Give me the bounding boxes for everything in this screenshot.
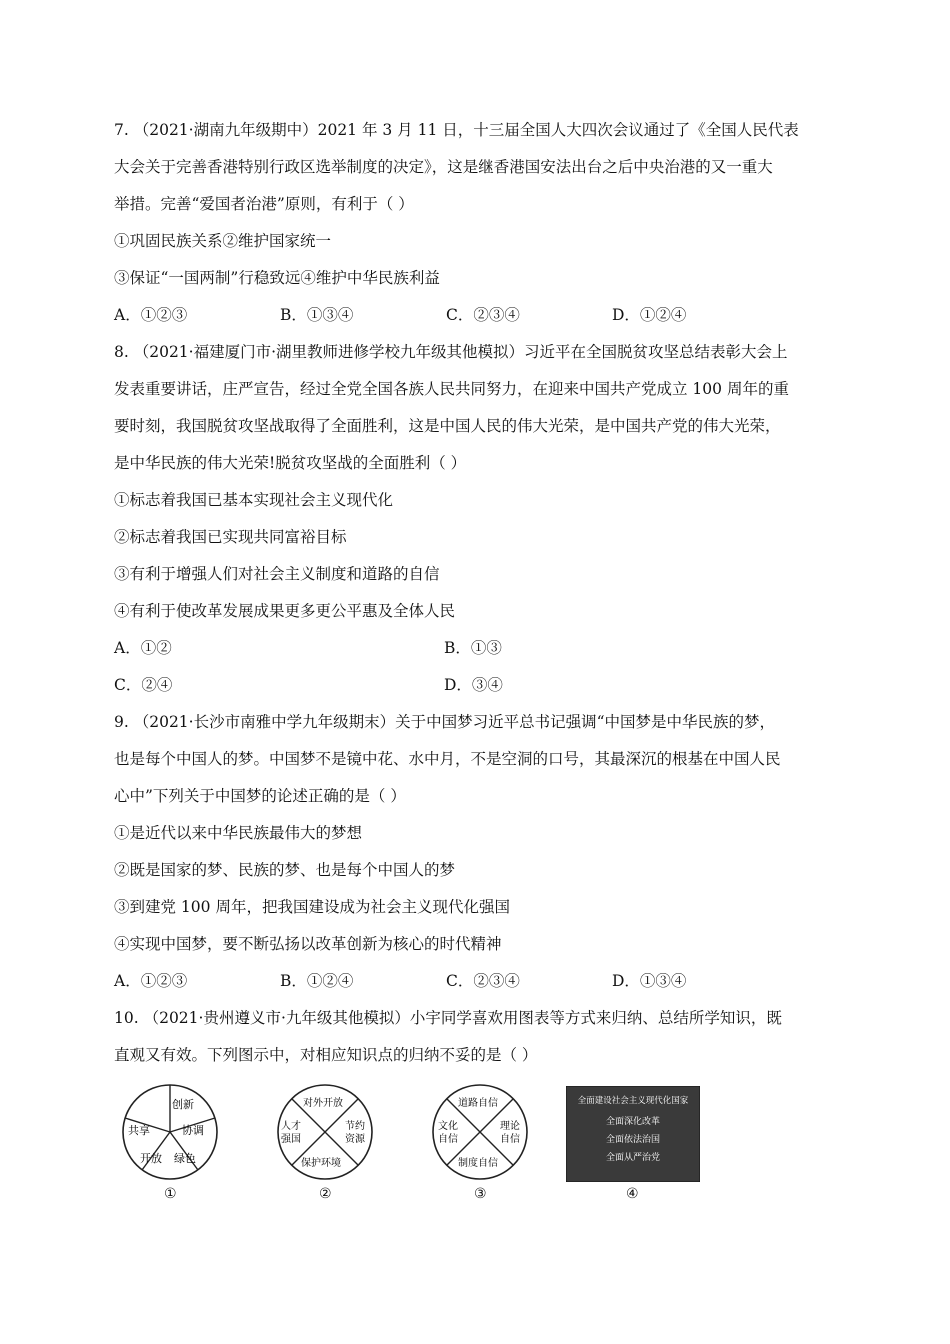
statement-item: ③有利于增强人们对社会主义制度和道路的自信 — [114, 565, 440, 583]
fig3-label: 理论 — [500, 1121, 520, 1132]
question-7 — [114, 112, 839, 334]
option-c[interactable]: C．②③④ — [446, 306, 520, 324]
question-list — [114, 112, 839, 1074]
fig3-label: 自信 — [500, 1134, 520, 1145]
fig4-label: 全面建设社会主义现代化国家 — [577, 1096, 689, 1106]
figure-1 — [114, 1082, 226, 1202]
figure-2-circle — [269, 1082, 381, 1182]
statement-item: ②既是国家的梦、民族的梦、也是每个中国人的梦 — [114, 861, 456, 879]
question-stem-line: 7. （2021·湖南九年级期中）2021 年 3 月 11 日，十三届全国人大四次会议通过了《全国人民代表 — [114, 121, 799, 139]
option-d[interactable]: D．①③④ — [612, 972, 687, 990]
answer-options — [114, 630, 839, 667]
statement-item: ③保证“一国两制”行稳致远④维护中华民族利益 — [114, 269, 440, 287]
fig4-label: 全面从严治党 — [605, 1153, 661, 1163]
option-d[interactable]: D．③④ — [444, 676, 503, 694]
question-stem-line: 大会关于完善香港特别行政区选举制度的决定》，这是继香港国安法出台之后中央治港的又一重大 — [114, 158, 773, 176]
fig2-label: 对外开放 — [303, 1098, 343, 1109]
question-stem-line: 直观又有效。下列图示中，对相应知识点的归纳不妥的是（ ） — [114, 1046, 538, 1064]
statement-item: ③到建党 100 周年，把我国建设成为社会主义现代化强国 — [114, 898, 510, 916]
question-stem-line: 9. （2021·长沙市南雅中学九年级期末）关于中国梦习近平总书记强调“中国梦是中华民族的梦， — [114, 713, 776, 731]
figure-4-box — [566, 1086, 700, 1182]
option-d[interactable]: D．①②④ — [612, 306, 687, 324]
figure-1-circle — [114, 1082, 226, 1182]
question-stem-line: 8. （2021·福建厦门市·湖里教师进修学校九年级其他模拟）习近平在全国脱贫攻坚总结表彰大会上 — [114, 343, 788, 361]
fig2-label: 资源 — [345, 1134, 365, 1145]
statement-item: ①是近代以来中华民族最伟大的梦想 — [114, 824, 363, 842]
statement-item: ④有利于使改革发展成果更多更公平惠及全体人民 — [114, 602, 456, 620]
question-10 — [114, 1000, 839, 1074]
fig2-label: 保护环境 — [301, 1158, 341, 1169]
figure-number: ② — [319, 1186, 332, 1202]
answer-options — [114, 963, 839, 1000]
answer-options — [114, 667, 839, 704]
statement-item: ①标志着我国已基本实现社会主义现代化 — [114, 491, 394, 509]
fig1-label: 协调 — [182, 1124, 204, 1137]
question-9 — [114, 704, 839, 1000]
option-a[interactable]: A．①②③ — [114, 306, 188, 324]
figure-3 — [424, 1082, 536, 1202]
fig1-label: 创新 — [172, 1098, 194, 1111]
option-c[interactable]: C．②③④ — [446, 972, 520, 990]
figure-number: ③ — [474, 1186, 487, 1202]
figure-3-circle — [424, 1082, 536, 1182]
figure-4 — [566, 1086, 700, 1202]
statement-item: ④实现中国梦，要不断弘扬以改革创新为核心的时代精神 — [114, 935, 502, 953]
fig1-label: 共享 — [128, 1124, 150, 1137]
fig3-label: 文化 — [438, 1121, 458, 1132]
fig1-label: 开放 — [140, 1152, 162, 1165]
figure-row — [114, 1082, 714, 1212]
fig2-label: 人才 — [281, 1121, 301, 1132]
fig1-label: 绿色 — [174, 1152, 196, 1165]
fig4-label: 全面深化改革 — [605, 1117, 661, 1127]
fig4-label: 全面依法治国 — [605, 1135, 661, 1145]
statement-item: ②标志着我国已实现共同富裕目标 — [114, 528, 347, 546]
question-stem-line: 发表重要讲话，庄严宣告，经过全党全国各族人民共同努力，在迎来中国共产党成立 100 周年的重 — [114, 380, 789, 398]
figure-2 — [269, 1082, 381, 1202]
option-a[interactable]: A．①②③ — [114, 972, 188, 990]
question-8 — [114, 334, 839, 704]
fig3-label: 制度自信 — [458, 1158, 498, 1169]
option-b[interactable]: B．①③④ — [280, 306, 354, 324]
answer-options — [114, 297, 839, 334]
figure-number: ① — [164, 1186, 177, 1202]
fig3-label: 道路自信 — [458, 1098, 498, 1109]
option-b[interactable]: B．①③ — [444, 639, 502, 657]
question-stem-line: 也是每个中国人的梦。中国梦不是镜中花、水中月，不是空洞的口号，其最深沉的根基在中国人民 — [114, 750, 781, 768]
question-stem-line: 举措。完善“爱国者治港”原则，有利于（ ） — [114, 195, 414, 213]
option-c[interactable]: C．②④ — [114, 676, 173, 694]
question-stem-line: 10. （2021·贵州遵义市·九年级其他模拟）小宇同学喜欢用图表等方式来归纳、总结所学知识，既 — [114, 1009, 782, 1027]
statement-item: ①巩固民族关系②维护国家统一 — [114, 232, 332, 250]
question-stem-line: 是中华民族的伟大光荣!脱贫攻坚战的全面胜利（ ） — [114, 454, 467, 472]
option-b[interactable]: B．①②④ — [280, 972, 354, 990]
fig3-label: 自信 — [438, 1134, 458, 1145]
figure-number: ④ — [626, 1186, 639, 1202]
question-stem-line: 心中”下列关于中国梦的论述正确的是（ ） — [114, 787, 406, 805]
option-a[interactable]: A．①② — [114, 639, 172, 657]
question-stem-line: 要时刻，我国脱贫攻坚战取得了全面胜利，这是中国人民的伟大光荣，是中国共产党的伟大光荣， — [114, 417, 781, 435]
fig2-label: 强国 — [281, 1134, 301, 1145]
fig2-label: 节约 — [345, 1121, 365, 1132]
